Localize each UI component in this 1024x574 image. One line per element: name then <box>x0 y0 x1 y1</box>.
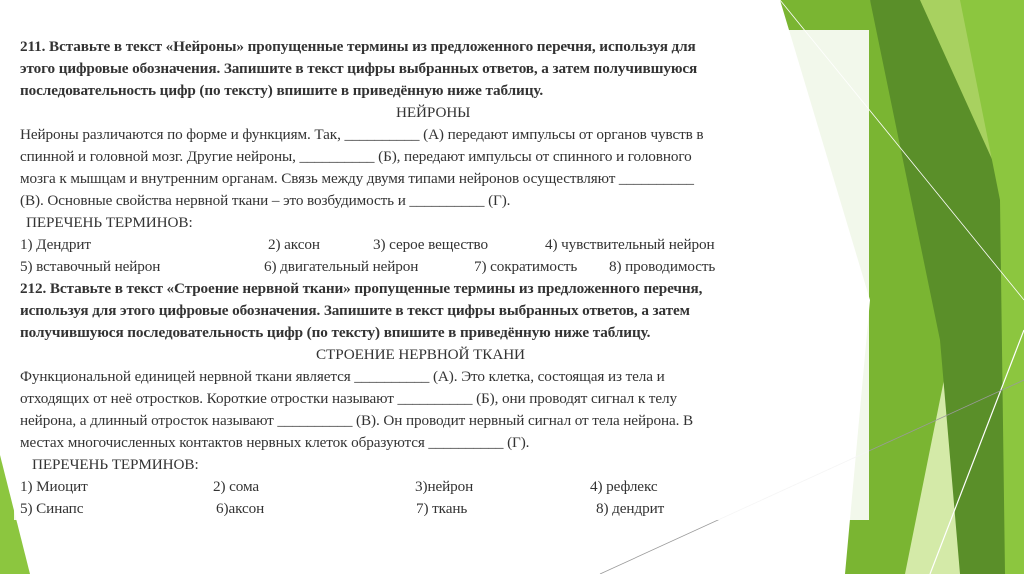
term-item: 1) Миоцит <box>20 478 88 495</box>
term-item: 1) Дендрит <box>20 236 91 253</box>
task-212-title: СТРОЕНИЕ НЕРВНОЙ ТКАНИ <box>316 346 525 363</box>
task-212-body-line-2: отходящих от неё отростков. Короткие отростки называют __________ (Б), они проводят сигнал к телу <box>20 390 677 407</box>
term-item: 8) дендрит <box>596 500 665 517</box>
task-211-body-line-2: спинной и головной мозг. Другие нейроны, __________ (Б), передают импульсы от спинного и головного <box>20 148 692 165</box>
task-211-body-line-1: Нейроны различаются по форме и функциям. Так, __________ (А) передают импульсы от органов чувств в <box>20 126 704 143</box>
task-212-list-title: ПЕРЕЧЕНЬ ТЕРМИНОВ: <box>32 456 199 473</box>
task-211-body-line-4: (В). Основные свойства нервной ткани – это возбудимость и __________ (Г). <box>20 192 511 209</box>
term-item: 4) рефлекс <box>590 478 658 495</box>
task-212-body-line-4: местах многочисленных контактов нервных клеток образуются __________ (Г). <box>20 434 530 451</box>
term-item: 3) серое вещество <box>373 236 489 253</box>
task-211-terms-row-2 <box>20 256 860 278</box>
task-212-header-line-2: используя для этого цифровые обозначения. Запишите в текст цифры выбранных ответов, а затем <box>20 302 690 319</box>
term-item: 6)аксон <box>216 500 265 517</box>
term-item: 5) вставочный нейрон <box>20 258 161 275</box>
task-211-header-line-1: 211. Вставьте в текст «Нейроны» пропущенные термины из предложенного перечня, используя для <box>20 38 696 55</box>
term-item: 7) сократимость <box>474 258 578 275</box>
slide-content <box>20 36 860 520</box>
task-212-body-line-3: нейрона, а длинный отросток называют __________ (В). Он проводит нервный сигнал от тела нейрона. В <box>20 412 694 429</box>
term-item: 5) Синапс <box>20 500 84 517</box>
task-212-terms-row-2 <box>20 498 860 520</box>
term-item: 7) ткань <box>416 500 468 517</box>
task-212-body-line-1: Функциональной единицей нервной ткани является __________ (А). Это клетка, состоящая из тела и <box>20 368 665 385</box>
task-211-list-title: ПЕРЕЧЕНЬ ТЕРМИНОВ: <box>26 214 193 231</box>
task-212-terms-row-1 <box>20 476 860 498</box>
term-item: 8) проводимость <box>609 258 716 275</box>
term-item: 3)нейрон <box>415 478 474 495</box>
task-211-body-line-3: мозга к мышцам и внутренним органам. Связь между двумя типами нейронов осуществляют __________ <box>20 170 694 187</box>
task-212 <box>20 278 860 520</box>
term-item: 6) двигательный нейрон <box>264 258 419 275</box>
term-item: 4) чувствительный нейрон <box>545 236 715 253</box>
task-212-header-line-1: 212. Вставьте в текст «Строение нервной ткани» пропущенные термины из предложенного перечня, <box>20 280 703 297</box>
task-212-header-line-3: получившуюся последовательность цифр (по тексту) впишите в приведённую ниже таблицу. <box>20 324 651 341</box>
task-211-terms-row-1 <box>20 234 860 256</box>
task-211-header-line-2: этого цифровые обозначения. Запишите в текст цифры выбранных ответов, а затем получившуюся <box>20 60 698 77</box>
task-211 <box>20 36 860 278</box>
term-item: 2) сома <box>213 478 260 495</box>
task-211-title: НЕЙРОНЫ <box>396 104 471 121</box>
task-211-header-line-3: последовательность цифр (по тексту) впишите в приведённую ниже таблицу. <box>20 82 544 99</box>
term-item: 2) аксон <box>268 236 320 253</box>
